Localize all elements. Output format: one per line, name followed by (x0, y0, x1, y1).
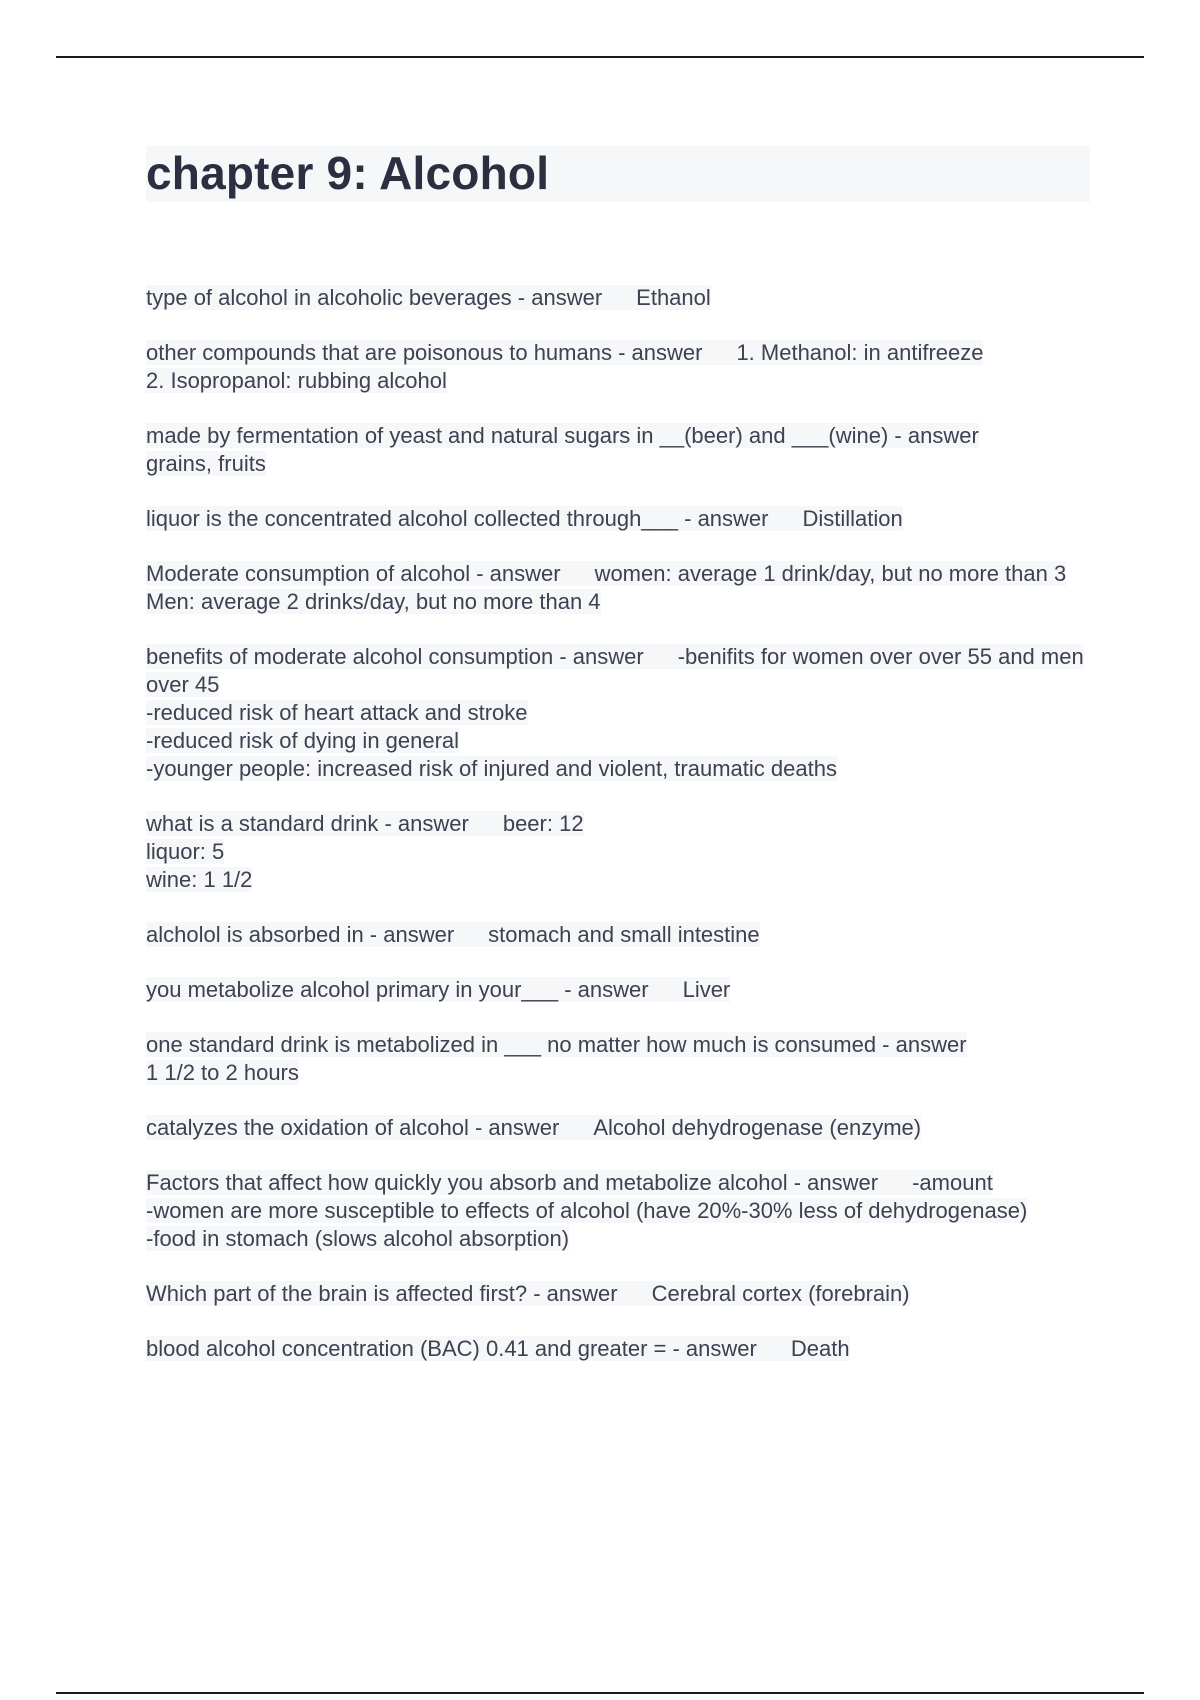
question-text: made by fermentation of yeast and natural sugars in __(beer) and ___(wine) - answer (146, 423, 979, 448)
question-text: Which part of the brain is affected first? - answer (146, 1281, 618, 1306)
answer-text: Ethanol (636, 285, 711, 310)
answer-text: women: average 1 drink/day, but no more than 3 (594, 561, 1067, 586)
answer-text: Distillation (802, 506, 903, 531)
qa-item (146, 422, 1086, 478)
answer-text: -younger people: increased risk of injured and violent, traumatic deaths (146, 756, 837, 781)
qa-item (146, 1335, 1086, 1363)
answer-text: -reduced risk of heart attack and stroke (146, 700, 528, 725)
answer-text: wine: 1 1/2 (146, 867, 253, 892)
bottom-divider (56, 1692, 1144, 1694)
answer-text: 1 1/2 to 2 hours (146, 1060, 299, 1085)
answer-text: -food in stomach (slows alcohol absorption) (146, 1226, 570, 1251)
question-text: what is a standard drink - answer (146, 811, 469, 836)
answer-text: beer: 12 (502, 811, 584, 836)
answer-text: -amount (912, 1170, 993, 1195)
qa-item (146, 284, 1086, 312)
qa-item (146, 1280, 1086, 1308)
question-text: benefits of moderate alcohol consumption - answer (146, 644, 644, 669)
answer-text: Cerebral cortex (forebrain) (651, 1281, 910, 1306)
answer-text: liquor: 5 (146, 839, 225, 864)
qa-list (146, 284, 1086, 1390)
answer-text: stomach and small intestine (488, 922, 760, 947)
question-text: blood alcohol concentration (BAC) 0.41 and greater = - answer (146, 1336, 757, 1361)
qa-item (146, 810, 1086, 894)
qa-item (146, 1114, 1086, 1142)
answer-text: Alcohol dehydrogenase (enzyme) (593, 1115, 922, 1140)
question-text: Factors that affect how quickly you absorb and metabolize alcohol - answer (146, 1170, 879, 1195)
qa-item (146, 643, 1086, 783)
answer-text: Men: average 2 drinks/day, but no more than 4 (146, 589, 601, 614)
answer-text: Liver (682, 977, 731, 1002)
question-text: other compounds that are poisonous to humans - answer (146, 340, 703, 365)
question-text: liquor is the concentrated alcohol collected through___ - answer (146, 506, 769, 531)
answer-text: -women are more susceptible to effects of alcohol (have 20%-30% less of dehydrogenase) (146, 1198, 1028, 1223)
answer-text: 2. Isopropanol: rubbing alcohol (146, 368, 447, 393)
question-text: catalyzes the oxidation of alcohol - answer (146, 1115, 560, 1140)
answer-text: -reduced risk of dying in general (146, 728, 460, 753)
answer-text: Death (790, 1336, 850, 1361)
question-text: type of alcohol in alcoholic beverages - answer (146, 285, 603, 310)
qa-item (146, 505, 1086, 533)
question-text: one standard drink is metabolized in ___ no matter how much is consumed - answer (146, 1032, 967, 1057)
qa-item (146, 1031, 1086, 1087)
qa-item (146, 339, 1086, 395)
qa-item (146, 976, 1086, 1004)
answer-text: -benifits for women over over 55 and men over 45 (146, 644, 1084, 697)
qa-item (146, 1169, 1086, 1253)
answer-text: grains, fruits (146, 451, 266, 476)
qa-item (146, 560, 1086, 616)
top-divider (56, 56, 1144, 58)
page-title: chapter 9: Alcohol (146, 147, 550, 199)
question-text: alcholol is absorbed in - answer (146, 922, 455, 947)
question-text: Moderate consumption of alcohol - answer (146, 561, 561, 586)
question-text: you metabolize alcohol primary in your___ - answer (146, 977, 649, 1002)
answer-text: 1. Methanol: in antifreeze (736, 340, 984, 365)
qa-item (146, 921, 1086, 949)
